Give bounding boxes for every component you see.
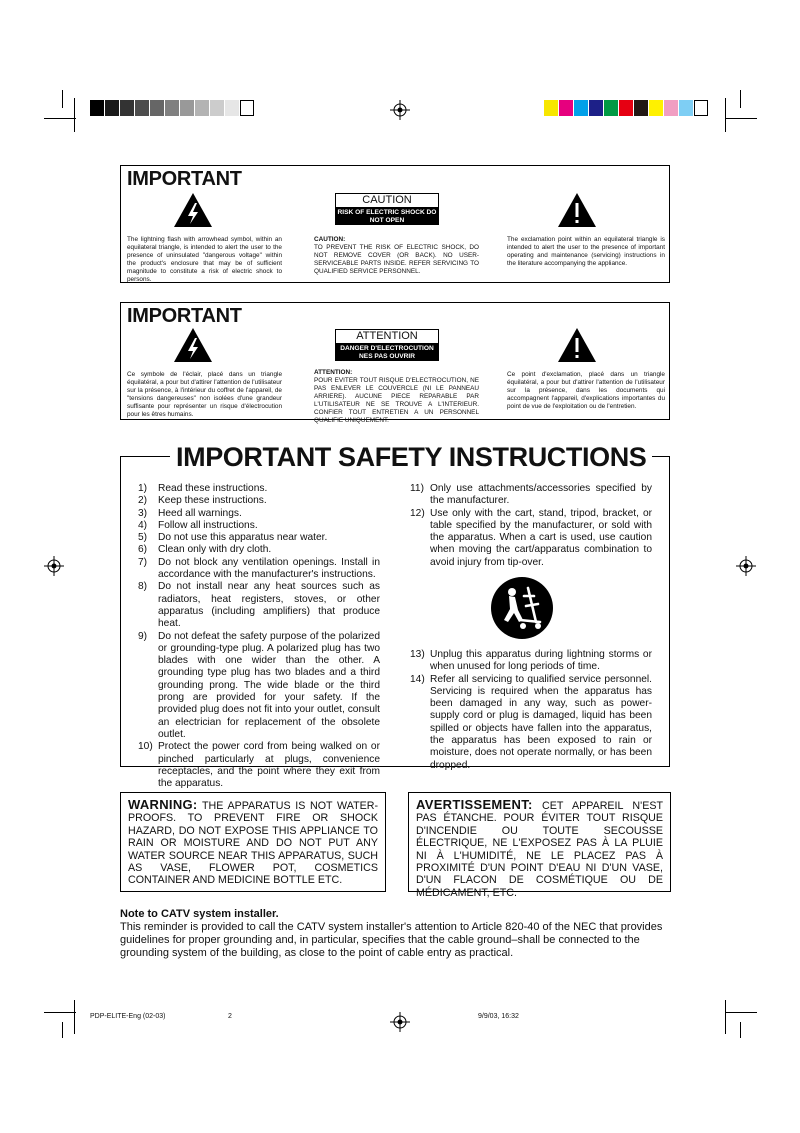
- lightning-warning-icon: [173, 192, 213, 228]
- instruction-number: 5): [138, 532, 148, 544]
- instruction-number: 13): [410, 649, 425, 660]
- instruction-item: [138, 532, 380, 544]
- attention-sub-label: DANGER D'ELECTROCUTION NES PAS OUVRIR: [335, 344, 439, 361]
- instruction-item: [138, 520, 380, 532]
- attention-text: POUR EVITER TOUT RISQUE D'ELECTROCUTION, NE PAS ENLEVER LE COUVERCLE (NI LE PANNEAU ARRIERE). AUCUNE PIECE REPARABLE PAR L'UTILISATEUR NE SE TROUVE A L'INTERIEUR. CONFIER TOUT ENTRETIEN A UN PERSONNEL QUALIFIE UNIQUEMENT.: [314, 377, 479, 424]
- important-title-fr: IMPORTANT: [127, 305, 242, 327]
- instruction-item: [410, 483, 652, 508]
- instruction-number: 11): [410, 483, 424, 494]
- instruction-text: Unplug this apparatus during lightning storms or when unused for long periods of time.: [430, 649, 652, 673]
- calibration-swatch: [604, 100, 618, 116]
- registration-mark-left: [44, 556, 64, 576]
- registration-mark-right: [736, 556, 756, 576]
- calibration-swatch: [619, 100, 633, 116]
- exclamation-warning-icon: [557, 192, 597, 228]
- instruction-item: [138, 557, 380, 582]
- instruction-item: [138, 581, 380, 630]
- instruction-number: 10): [138, 741, 153, 753]
- catv-heading: Note to CATV system installer.: [120, 908, 279, 920]
- instruction-text: Do not install near any heat sources such as radiators, heat registers, stoves, or other apparatus (including amplifiers) that produce heat.: [158, 581, 380, 630]
- calibration-swatch: [649, 100, 663, 116]
- avertissement-text: CET APPAREIL N'EST PAS ÉTANCHE. POUR ÉVITER TOUT RISQUE D'INCENDIE OU TOUTE SECOUSSE ÉLECTRIQUE, NE L'EXPOSEZ PAS À LA PLUIE NI À L'HUMIDITÉ, NE LE PLACEZ PAS À PROXIMITÉ D'UN POINT D'EAU NI D'UN VASE, D'UN FLACON DE COSMÉTIQUE OU DE MÉDICAMENT, ETC.: [416, 800, 663, 899]
- calibration-swatch: [240, 100, 254, 116]
- lightning-warning-icon: [173, 327, 213, 363]
- important-box-english: [120, 165, 670, 283]
- instruction-number: 7): [138, 556, 148, 568]
- safety-list-right-top: [410, 483, 652, 569]
- instruction-text: Do not use this apparatus near water.: [158, 532, 328, 544]
- instruction-number: 9): [138, 630, 148, 642]
- calibration-swatch: [180, 100, 194, 116]
- instruction-number: 4): [138, 519, 148, 531]
- calibration-swatch: [589, 100, 603, 116]
- cart-tip-over-warning-icon: [490, 576, 554, 640]
- instruction-text: Keep these instructions.: [158, 495, 267, 507]
- instruction-number: 3): [138, 507, 148, 519]
- lightning-description: The lightning flash with arrowhead symbol, within an equilateral triangle, is intended to alert the user to the presence of uninsulated "dangerous voltage" within the product's enclosure that may be of sufficient magnitude to constitute a risk of electric shock to persons.: [127, 236, 282, 283]
- important-box-french: [120, 302, 670, 424]
- instruction-number: 1): [138, 483, 148, 494]
- instruction-item: [138, 741, 380, 790]
- registration-mark-bottom: [390, 1012, 410, 1032]
- registration-mark-top: [390, 100, 410, 120]
- warning-label: WARNING:: [128, 797, 198, 812]
- safety-title: IMPORTANT SAFETY INSTRUCTIONS: [170, 442, 652, 473]
- instruction-item: [138, 508, 380, 520]
- instruction-item: [410, 649, 652, 674]
- important-title: IMPORTANT: [127, 168, 242, 190]
- instruction-number: 12): [410, 507, 425, 519]
- instruction-text: Do not block any ventilation openings. Install in accordance with the manufacturer's instructions.: [158, 556, 380, 581]
- instruction-item: [410, 508, 652, 569]
- instruction-text: Only use attachments/accessories specified by the manufacturer.: [430, 483, 652, 507]
- footer-page-number: 2: [228, 1013, 232, 1020]
- calibration-swatch: [225, 100, 239, 116]
- instruction-text: Heed all warnings.: [158, 507, 242, 519]
- instruction-text: Use only with the cart, stand, tripod, bracket, or table specified by the manufacturer, or sold with the apparatus. When a cart is used, use caution when moving the cart/apparatus combination to avoid injury from tip-over.: [430, 507, 652, 568]
- instruction-number: 6): [138, 544, 148, 556]
- calibration-swatch: [105, 100, 119, 116]
- instruction-item: [138, 483, 380, 495]
- calibration-swatch: [150, 100, 164, 116]
- avertissement-box: [408, 792, 671, 899]
- instruction-text: Do not defeat the safety purpose of the polarized or grounding-type plug. A polarized plug has two blades with one wider than the other. A grounding type plug has two blades and a third grounding prong. The wide blade or the third prong are provided for your safety. If the provided plug does not fit into your outlet, consult an electrician for replacement of the obsolete outlet.: [158, 630, 380, 740]
- exclamation-warning-icon: [557, 327, 597, 363]
- attention-label: ATTENTION: [335, 329, 439, 344]
- calibration-swatch: [90, 100, 104, 116]
- warning-box: [120, 792, 386, 892]
- attention-heading: ATTENTION:: [314, 369, 353, 376]
- calibration-swatch: [120, 100, 134, 116]
- calibration-swatch: [559, 100, 573, 116]
- instruction-number: 2): [138, 495, 148, 507]
- instruction-item: [410, 674, 652, 772]
- calibration-swatch: [135, 100, 149, 116]
- calibration-swatch: [195, 100, 209, 116]
- safety-list-left: [138, 483, 380, 790]
- instruction-item: [138, 544, 380, 556]
- calibration-swatch: [664, 100, 678, 116]
- instruction-item: [138, 631, 380, 742]
- instruction-text: Refer all servicing to qualified service personnel. Servicing is required when the apparatus has been damaged in any way, such as power-supply cord or plug is damaged, liquid has been spilled or objects have fallen into the apparatus, the apparatus has been exposed to rain or moisture, does not operate normally, or has been dropped.: [430, 673, 652, 771]
- lightning-description-fr: Ce symbole de l'éclair, placé dans un triangle équilatéral, a pour but d'attirer l'attention de l'utilisateur sur la présence, à l'intérieur du coffret de l'appareil, de "tensions dangereuses" non isolées d'une grandeur suffisante pour représenter un risque d'électrocution pour les êtres humains.: [127, 371, 282, 418]
- instruction-item: [138, 495, 380, 507]
- calibration-swatch: [694, 100, 708, 116]
- avertissement-label: AVERTISSEMENT:: [416, 797, 533, 812]
- calibration-swatch: [634, 100, 648, 116]
- calibration-swatch: [574, 100, 588, 116]
- instruction-text: Clean only with dry cloth.: [158, 544, 272, 556]
- caution-heading: CAUTION:: [314, 236, 346, 243]
- instruction-text: Follow all instructions.: [158, 519, 258, 531]
- instruction-text: Read these instructions.: [158, 483, 268, 494]
- caution-sub-label: RISK OF ELECTRIC SHOCK DO NOT OPEN: [335, 208, 439, 225]
- footer-date: 9/9/03, 16:32: [478, 1013, 519, 1020]
- calibration-swatch: [210, 100, 224, 116]
- warning-text: THE APPARATUS IS NOT WATER-PROOFS. TO PREVENT FIRE OR SHOCK HAZARD, DO NOT EXPOSE THIS APPLIANCE TO RAIN OR MOISTURE AND DO NOT PUT ANY WATER SOURCE NEAR THIS APPARATUS, SUCH AS VASE, FLOWER POT, COSMETICS CONTAINER AND MEDICINE BOTTLE ETC.: [128, 800, 379, 887]
- exclamation-description: The exclamation point within an equilateral triangle is intended to alert the user to the presence of important operating and maintenance (servicing) instructions in the literature accompanying the appliance.: [507, 236, 665, 267]
- instruction-text: Protect the power cord from being walked on or pinched particularly at plugs, convenience receptacles, and the point where they exit from the apparatus.: [158, 741, 380, 790]
- caution-label: CAUTION: [335, 193, 439, 208]
- calibration-swatch: [679, 100, 693, 116]
- instruction-number: 14): [410, 673, 425, 685]
- safety-list-right-bottom: [410, 649, 652, 772]
- catv-text: This reminder is provided to call the CATV system installer's attention to Article 820-40 of the NEC that provides guidelines for proper grounding and, in particular, specifies that the cable ground–shall be connected to the grounding system of the building, as close to the point of cable entry as practical.: [120, 921, 663, 959]
- calibration-swatch: [165, 100, 179, 116]
- calibration-swatch: [544, 100, 558, 116]
- footer-file-name: PDP-ELITE-Eng (02-03): [90, 1013, 166, 1020]
- instruction-number: 8): [138, 581, 148, 593]
- caution-text: TO PREVENT THE RISK OF ELECTRIC SHOCK, DO NOT REMOVE COVER (OR BACK). NO USER-SERVICEABLE PARTS INSIDE. REFER SERVICING TO QUALIFIED SERVICE PERSONNEL.: [314, 244, 479, 275]
- exclamation-description-fr: Ce point d'exclamation, placé dans un triangle équilatéral, a pour but d'attirer l'attention de l'utilisateur sur la présence, dans les documents qui accompagnent l'appareil, d'explications importantes du point de vue de l'exploitation ou de l'entretien.: [507, 371, 665, 410]
